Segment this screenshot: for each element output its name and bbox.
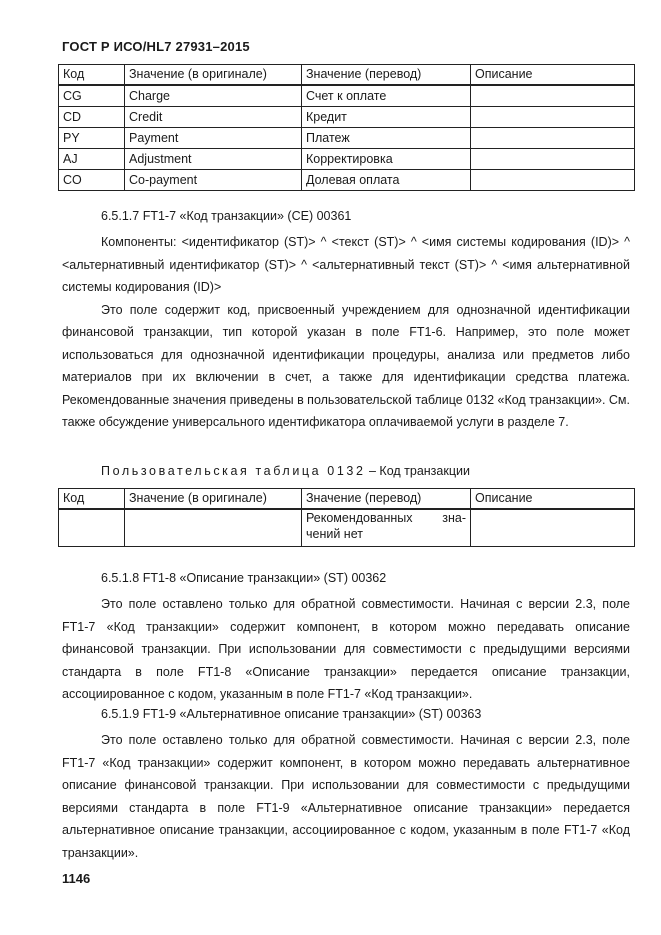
cell-translation-word: зна-: [442, 511, 466, 525]
cell-translation: Корректировка: [302, 149, 471, 170]
cell-translation: Кредит: [302, 107, 471, 128]
cell-description: [471, 128, 635, 149]
transaction-type-table: [58, 64, 635, 191]
paragraph: Это поле оставлено только для обратной совместимости. Начиная с версии 2.3, поле FT1-7 «Код транзакции» содержит компонент, в котором можно передавать альтернативное описание финансовой транзакции. При использовании для совместимости с предыдущими версиями стандарта в поле FT1-9 «Альтернативное описание транзакции» передается альтернативное описание транзакции, ассоциированное с кодом, указанным в поле FT1-7 «Код транзакции».: [62, 733, 630, 860]
cell-code: AJ: [59, 149, 125, 170]
table-row: [59, 85, 635, 107]
cell-code: [59, 509, 125, 547]
cell-description: [471, 149, 635, 170]
table-row: [59, 509, 635, 547]
cell-original: Credit: [125, 107, 302, 128]
section-heading-6-5-1-7: 6.5.1.7 FT1-7 «Код транзакции» (СЕ) 00361: [101, 209, 352, 223]
column-header-description: Описание: [471, 489, 635, 510]
cell-translation-word: Рекомендованных: [306, 511, 413, 525]
table-caption: [101, 464, 470, 478]
section-heading-6-5-1-9: 6.5.1.9 FT1-9 «Альтернативное описание транзакции» (ST) 00363: [101, 707, 482, 721]
section-6-5-1-8-text: [62, 593, 630, 706]
document-standard-id: ГОСТ Р ИСО/HL7 27931–2015: [62, 39, 250, 54]
table-caption-title: Пользовательская таблица 0132: [101, 464, 366, 478]
column-header-translation: Значение (перевод): [302, 489, 471, 510]
column-header-translation: Значение (перевод): [302, 65, 471, 86]
paragraph: Это поле оставлено только для обратной совместимости. Начиная с версии 2.3, поле FT1-7 «Код транзакции» содержит компонент, в котором можно передавать описание финансовой транзакции. При использовании для совместимости с предыдущими версиями стандарта в поле FT1-8 «Описание транзакции» передается описание транзакции, ассоциированное с кодом, указанным в поле FT1-7 «Код транзакции».: [62, 597, 630, 701]
cell-original: [125, 509, 302, 547]
column-header-code: Код: [59, 65, 125, 86]
cell-code: CG: [59, 85, 125, 107]
components-paragraph: Компоненты: <идентификатор (ST)> ^ <текст (ST)> ^ <имя системы кодирования (ID)> ^ <альтернативный идентификатор (ST)> ^ <альтернативный текст (ST)> ^ <имя альтернативной системы кодирования (ID)>: [62, 235, 630, 294]
table-row: [59, 149, 635, 170]
table-row: [59, 107, 635, 128]
cell-translation: Счет к оплате: [302, 85, 471, 107]
cell-translation-line-1: [306, 510, 466, 526]
cell-translation: Долевая оплата: [302, 170, 471, 191]
column-header-code: Код: [59, 489, 125, 510]
cell-description: [471, 170, 635, 191]
cell-original: Charge: [125, 85, 302, 107]
field-description-paragraph: Это поле содержит код, присвоенный учреждением для однозначной идентификации финансовой транзакции, тип которой указан в поле FT1-6. Например, это поле может использоваться для однозначной идентификации процедуры, анализа или предметов либо материалов при их включении в счет, а также для идентификации средства платежа. Рекомендованные значения приведены в пользовательской таблице 0132 «Код транзакции». См. также обсуждение универсального идентификатора оплачиваемой услуги в разделе 7.: [62, 302, 630, 429]
cell-original: Adjustment: [125, 149, 302, 170]
cell-translation: [302, 509, 471, 547]
cell-original: Co-payment: [125, 170, 302, 191]
section-heading-6-5-1-8: 6.5.1.8 FT1-8 «Описание транзакции» (ST) 00362: [101, 571, 387, 585]
table-caption-name: – Код транзакции: [365, 464, 470, 478]
user-table-0132: [58, 488, 635, 547]
cell-original: Payment: [125, 128, 302, 149]
cell-translation-line-2: чений нет: [306, 527, 363, 541]
column-header-original: Значение (в оригинале): [125, 489, 302, 510]
column-header-original: Значение (в оригинале): [125, 65, 302, 86]
section-6-5-1-9-text: [62, 729, 630, 864]
table-row: [59, 128, 635, 149]
cell-code: PY: [59, 128, 125, 149]
table-header-row: [59, 65, 635, 86]
cell-description: [471, 85, 635, 107]
cell-code: CO: [59, 170, 125, 191]
column-header-description: Описание: [471, 65, 635, 86]
table-header-row: [59, 489, 635, 510]
cell-translation: Платеж: [302, 128, 471, 149]
cell-description: [471, 509, 635, 547]
table-row: [59, 170, 635, 191]
cell-description: [471, 107, 635, 128]
page-number: 1146: [62, 871, 91, 886]
section-6-5-1-7-text: [62, 231, 630, 434]
cell-code: CD: [59, 107, 125, 128]
